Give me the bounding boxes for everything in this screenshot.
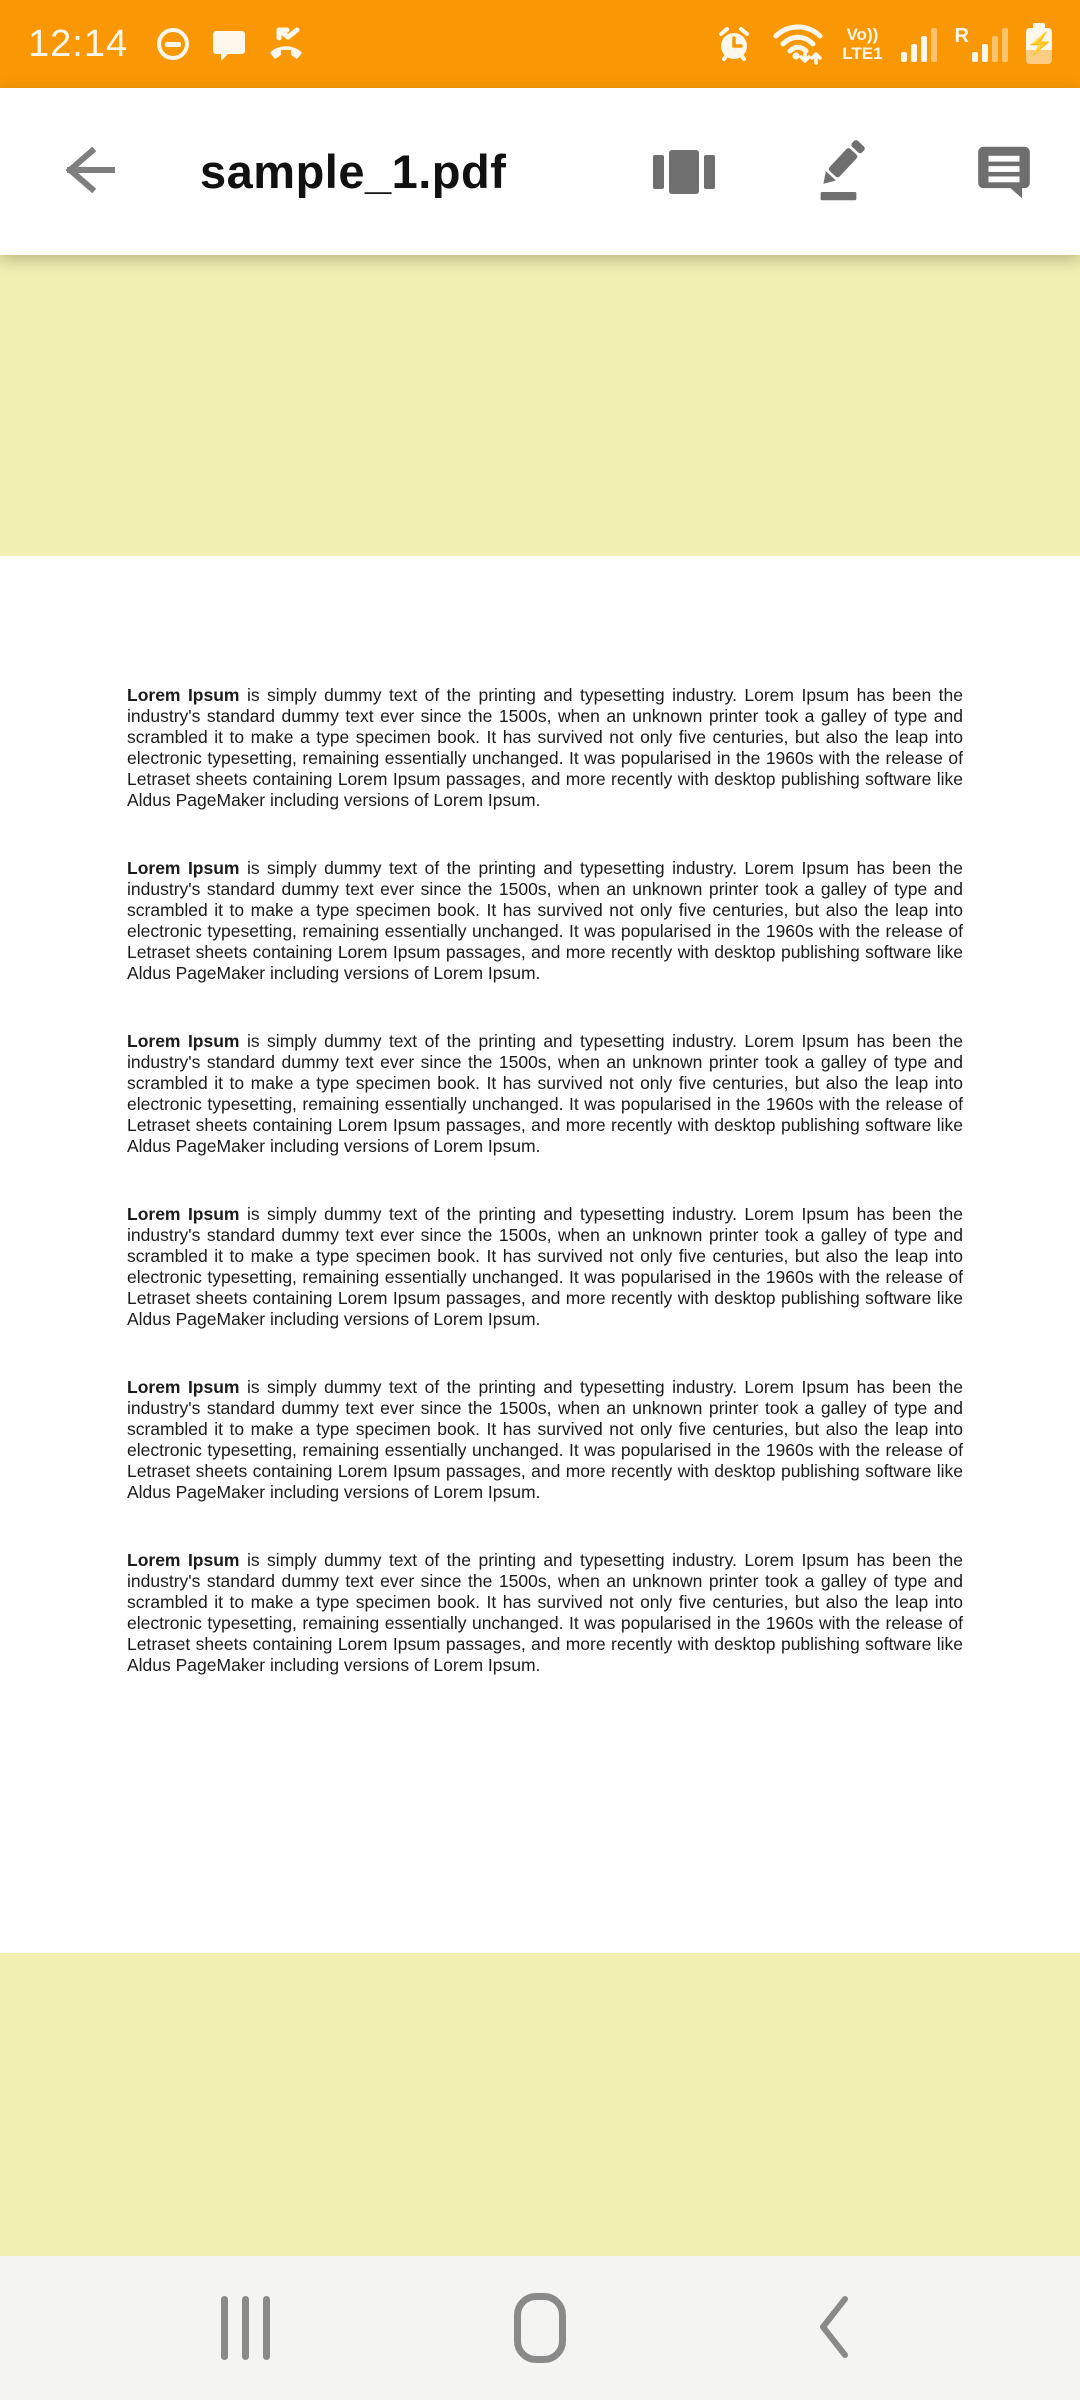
- back-arrow-icon: [56, 139, 118, 204]
- home-icon: [514, 2293, 566, 2363]
- wifi-icon: [772, 22, 824, 66]
- pdf-page: [0, 556, 1080, 1953]
- roaming-label: R: [954, 25, 969, 47]
- paragraph: [127, 1550, 963, 1676]
- document-title: sample_1.pdf: [200, 145, 507, 198]
- recents-icon: [221, 2296, 270, 2360]
- volte-indicator: [842, 26, 882, 62]
- paragraph-body: is simply dummy text of the printing and typesetting industry. Lorem Ipsum has been the industry's standard dummy text ever since the 1500s, when an unknown printer took a galley of type and scrambled it to make a type specimen book. It has survived not only five centuries, but also the leap into electronic typesetting, remaining essentially unchanged. It was popularised in the 1960s with the release of Letraset sheets containing Lorem Ipsum passages, and more recently with desktop publishing software like Aldus PageMaker including versions of Lorem Ipsum.: [127, 1204, 963, 1329]
- do-not-disturb-icon: [154, 25, 192, 63]
- status-time: 12:14: [28, 22, 129, 65]
- edit-button[interactable]: [808, 136, 880, 208]
- paragraph-lead: Lorem Ipsum: [127, 858, 240, 878]
- status-bar-left: [28, 23, 306, 66]
- paragraph: [127, 858, 963, 984]
- status-bar-right: [714, 22, 1052, 66]
- paragraph-body: is simply dummy text of the printing and typesetting industry. Lorem Ipsum has been the industry's standard dummy text ever since the 1500s, when an unknown printer took a galley of type and scrambled it to make a type specimen book. It has survived not only five centuries, but also the leap into electronic typesetting, remaining essentially unchanged. It was popularised in the 1960s with the release of Letraset sheets containing Lorem Ipsum passages, and more recently with desktop publishing software like Aldus PageMaker including versions of Lorem Ipsum.: [127, 1031, 963, 1156]
- alarm-icon: [714, 24, 754, 64]
- paragraph: [127, 1204, 963, 1330]
- back-button[interactable]: [52, 137, 122, 207]
- paragraph-lead: Lorem Ipsum: [127, 1031, 240, 1051]
- paragraph: [127, 685, 963, 811]
- comment-bubble-icon: [973, 139, 1035, 204]
- app-bar: [0, 88, 1080, 255]
- app-bar-actions: [648, 136, 1040, 208]
- volte-label-top: Vo)): [846, 25, 879, 44]
- paragraph-body: is simply dummy text of the printing and typesetting industry. Lorem Ipsum has been the industry's standard dummy text ever since the 1500s, when an unknown printer took a galley of type and scrambled it to make a type specimen book. It has survived not only five centuries, but also the leap into electronic typesetting, remaining essentially unchanged. It was popularised in the 1960s with the release of Letraset sheets containing Lorem Ipsum passages, and more recently with desktop publishing software like Aldus PageMaker including versions of Lorem Ipsum.: [127, 1550, 963, 1675]
- paragraph-lead: Lorem Ipsum: [127, 685, 240, 705]
- missed-call-icon: [266, 24, 306, 64]
- nav-back-icon: [807, 2289, 863, 2368]
- page-carousel-icon: [653, 150, 715, 194]
- pdf-viewer[interactable]: [0, 255, 1080, 2256]
- paragraph-body: is simply dummy text of the printing and typesetting industry. Lorem Ipsum has been the industry's standard dummy text ever since the 1500s, when an unknown printer took a galley of type and scrambled it to make a type specimen book. It has survived not only five centuries, but also the leap into electronic typesetting, remaining essentially unchanged. It was popularised in the 1960s with the release of Letraset sheets containing Lorem Ipsum passages, and more recently with desktop publishing software like Aldus PageMaker including versions of Lorem Ipsum.: [127, 685, 963, 810]
- paragraph-body: is simply dummy text of the printing and typesetting industry. Lorem Ipsum has been the industry's standard dummy text ever since the 1500s, when an unknown printer took a galley of type and scrambled it to make a type specimen book. It has survived not only five centuries, but also the leap into electronic typesetting, remaining essentially unchanged. It was popularised in the 1960s with the release of Letraset sheets containing Lorem Ipsum passages, and more recently with desktop publishing software like Aldus PageMaker including versions of Lorem Ipsum.: [127, 858, 963, 983]
- recents-button[interactable]: [190, 2273, 300, 2383]
- paragraph-lead: Lorem Ipsum: [127, 1377, 240, 1397]
- chat-notification-icon: [210, 25, 248, 63]
- nav-back-button[interactable]: [780, 2273, 890, 2383]
- paragraph-lead: Lorem Ipsum: [127, 1550, 240, 1570]
- status-bar: [0, 0, 1080, 88]
- pencil-icon: [811, 137, 877, 206]
- signal-icon: [901, 26, 937, 62]
- paragraph: [127, 1377, 963, 1503]
- paragraph: [127, 1031, 963, 1157]
- paragraph-body: is simply dummy text of the printing and typesetting industry. Lorem Ipsum has been the industry's standard dummy text ever since the 1500s, when an unknown printer took a galley of type and scrambled it to make a type specimen book. It has survived not only five centuries, but also the leap into electronic typesetting, remaining essentially unchanged. It was popularised in the 1960s with the release of Letraset sheets containing Lorem Ipsum passages, and more recently with desktop publishing software like Aldus PageMaker including versions of Lorem Ipsum.: [127, 1377, 963, 1502]
- navigation-bar: [0, 2256, 1080, 2400]
- paragraph-lead: Lorem Ipsum: [127, 1204, 240, 1224]
- home-button[interactable]: [485, 2273, 595, 2383]
- battery-charging-icon: ⚡: [1026, 23, 1052, 65]
- comment-button[interactable]: [968, 136, 1040, 208]
- volte-label-bottom: LTE1: [842, 44, 883, 63]
- roaming-signal-icon: [955, 26, 1008, 62]
- page-view-button[interactable]: [648, 136, 720, 208]
